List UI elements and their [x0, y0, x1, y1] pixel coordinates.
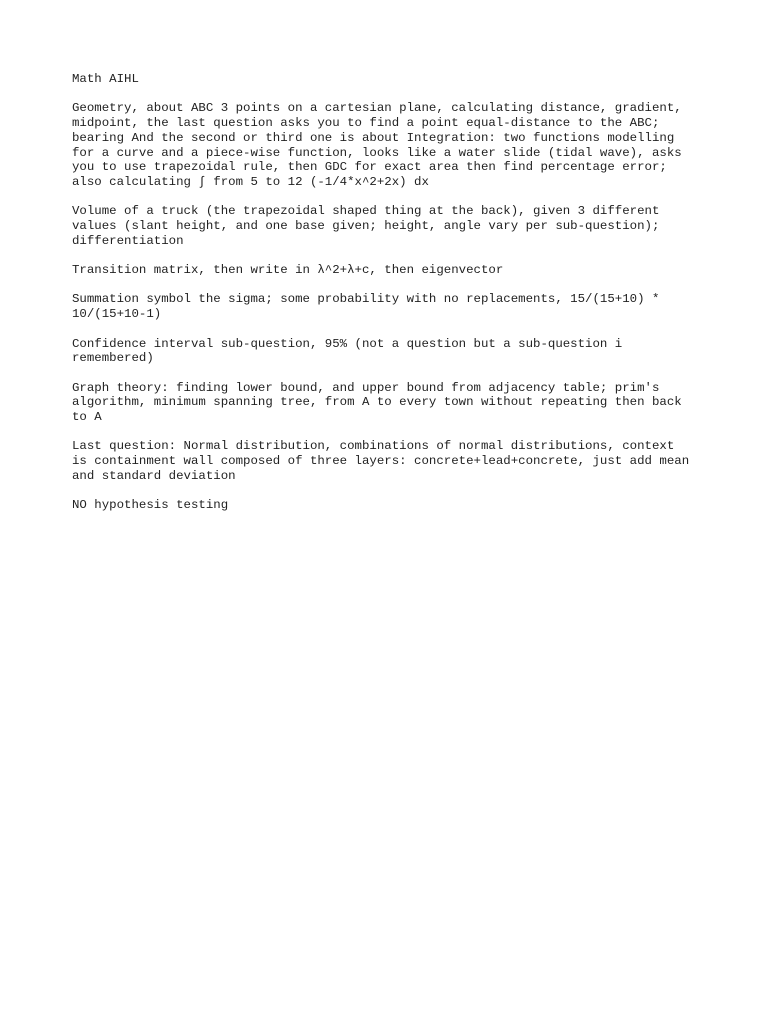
paragraph-line: Graph theory: finding lower bound, and upper bound from adjacency table; prim's — [72, 380, 660, 395]
title-text: Math AIHL — [72, 72, 139, 86]
paragraph-graph-theory — [72, 381, 702, 425]
paragraph-volume — [72, 204, 702, 248]
paragraph-line: remembered) — [72, 351, 154, 366]
paragraph-line: you to use trapezoidal rule, then GDC for exact area then find percentage error; — [72, 160, 667, 175]
paragraph-line: values (slant height, and one base given; height, angle vary per sub-question); — [72, 219, 660, 233]
paragraph-line: 10/(15+10-1) — [72, 307, 162, 322]
paragraph-line: for a curve and a piece-wise function, looks like a water slide (tidal wave), asks — [72, 145, 682, 160]
paragraph-line: Last question: Normal distribution, combinations of normal distributions, context — [72, 439, 675, 454]
paragraph-summation — [72, 292, 702, 321]
paragraph-line: bearing And the second or third one is about Integration: two functions modelling — [72, 130, 675, 145]
paragraph-line: Transition matrix, then write in λ^2+λ+c, then eigenvector — [72, 263, 504, 278]
document-page — [72, 72, 702, 528]
paragraph-line: to A — [72, 410, 102, 425]
paragraph-normal-distribution — [72, 439, 702, 483]
paragraph-line: NO hypothesis testing — [72, 498, 229, 513]
paragraph-line: differentiation — [72, 233, 184, 248]
paragraph-line: algorithm, minimum spanning tree, from A to every town without repeating then back — [72, 395, 682, 410]
paragraph-line: also calculating ∫ from 5 to 12 (-1/4*x^2+2x) dx — [72, 174, 429, 189]
paragraph-line: and standard deviation — [72, 468, 236, 483]
paragraph-no-hypothesis — [72, 498, 702, 513]
paragraph-line: Confidence interval sub-question, 95% (not a question but a sub-question i — [72, 336, 623, 351]
paragraph-line: midpoint, the last question asks you to find a point equal-distance to the ABC; — [72, 116, 660, 131]
paragraph-line: Summation symbol the sigma; some probability with no replacements, 15/(15+10) * — [72, 292, 660, 307]
paragraph-geometry — [72, 101, 702, 189]
document-title — [72, 72, 702, 87]
paragraph-line: Geometry, about ABC 3 points on a cartesian plane, calculating distance, gradient, — [72, 101, 682, 116]
paragraph-confidence-interval — [72, 337, 702, 366]
paragraph-line: is containment wall composed of three layers: concrete+lead+concrete, just add mean — [72, 454, 690, 469]
paragraph-line: Volume of a truck (the trapezoidal shaped thing at the back), given 3 different — [72, 204, 660, 219]
paragraph-transition-matrix — [72, 263, 702, 278]
